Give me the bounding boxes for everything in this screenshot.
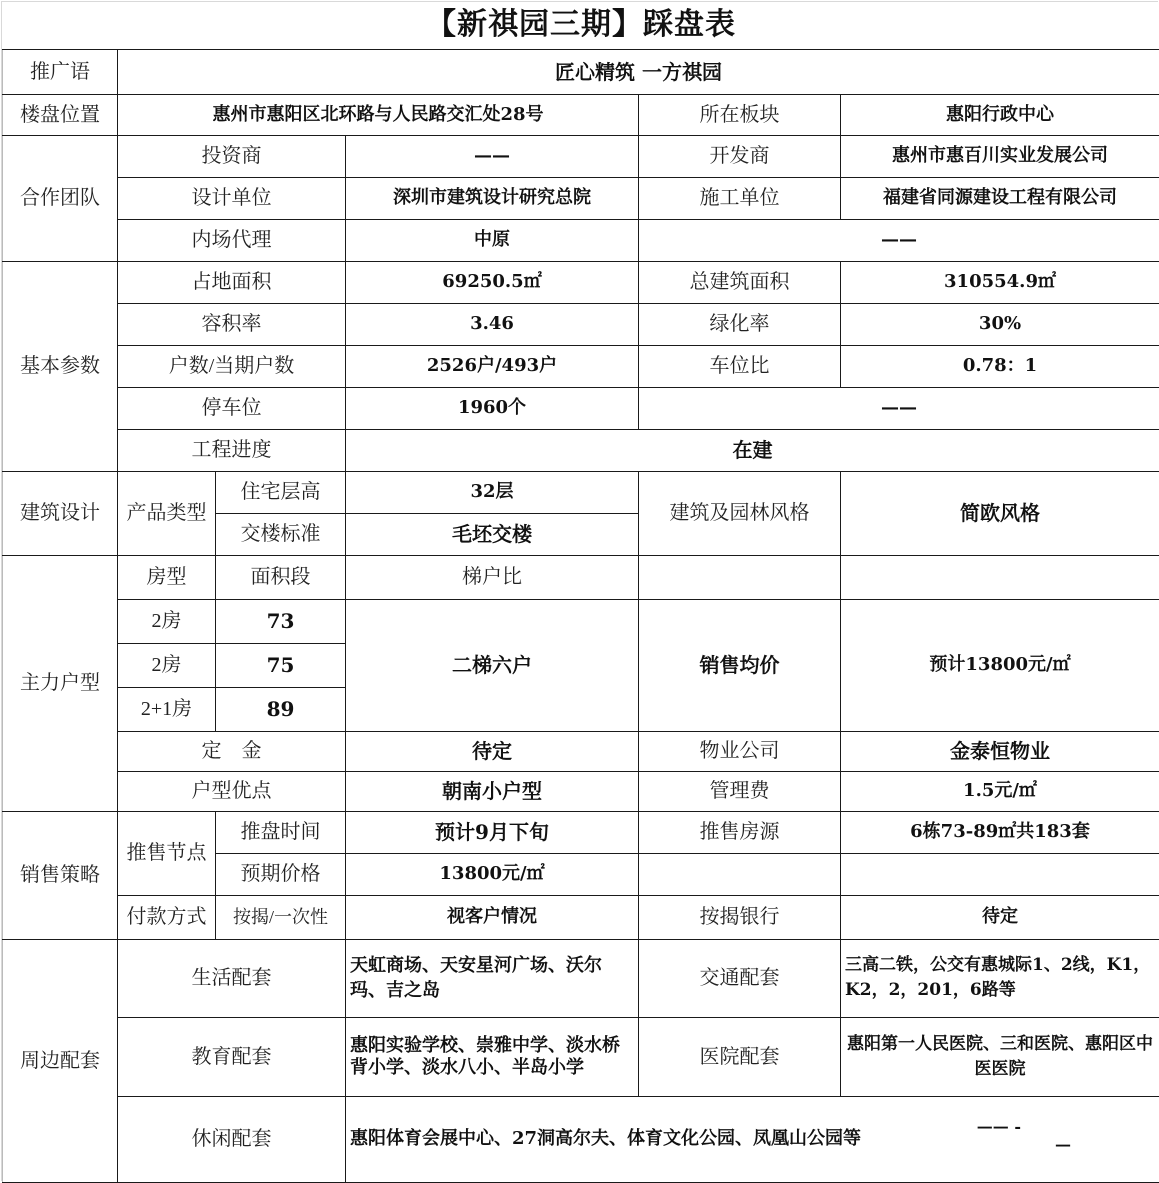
life-value: 天虹商场、天安星河广场、沃尔玛、吉之岛 — [346, 939, 639, 1017]
bank-label: 按揭银行 — [639, 895, 841, 939]
product-type-label: 产品类型 — [118, 471, 216, 555]
delivery-label: 交楼标准 — [216, 513, 346, 555]
col-area-header: 面积段 — [216, 555, 346, 599]
deposit-value: 待定 — [346, 731, 639, 771]
unit-area: 75 — [216, 643, 346, 687]
households-label: 户数/当期户数 — [118, 345, 346, 387]
payment-method: 按揭/一次性 — [216, 895, 346, 939]
total-area-value: 310554.9㎡ — [841, 261, 1159, 303]
advantage-label: 户型优点 — [118, 771, 346, 811]
payment-label: 付款方式 — [118, 895, 216, 939]
parking-label: 停车位 — [118, 387, 346, 429]
launch-units-label: 推售房源 — [639, 811, 841, 853]
survey-table — [2, 2, 1159, 1183]
empty-cell — [639, 853, 841, 895]
constructor-value: 福建省同源建设工程有限公司 — [841, 177, 1159, 219]
parking-ratio-label: 车位比 — [639, 345, 841, 387]
surroundings-section: 周边配套 — [3, 939, 118, 1182]
leisure-label: 休闲配套 — [118, 1096, 346, 1182]
parking-ratio-value: 0.78：1 — [841, 345, 1159, 387]
advantage-value: 朝南小户型 — [346, 771, 639, 811]
architecture-section: 建筑设计 — [3, 471, 118, 555]
units-section: 主力户型 — [3, 555, 118, 811]
col-type-header: 房型 — [118, 555, 216, 599]
ratio-value: 二梯六户 — [346, 599, 639, 731]
progress-label: 工程进度 — [118, 429, 346, 471]
unit-type: 2房 — [118, 643, 216, 687]
floors-value: 32层 — [346, 471, 639, 513]
district-value: 惠阳行政中心 — [841, 94, 1159, 135]
unit-type: 2+1房 — [118, 687, 216, 731]
leisure-value: 惠阳体育会展中心、27洞高尔夫、体育文化公园、凤凰山公园等 — [350, 1128, 862, 1149]
designer-label: 设计单位 — [118, 177, 346, 219]
life-label: 生活配套 — [118, 939, 346, 1017]
parking-value: 1960个 — [346, 387, 639, 429]
empty-cell — [841, 853, 1159, 895]
far-label: 容积率 — [118, 303, 346, 345]
team-section: 合作团队 — [3, 135, 118, 261]
sales-section: 销售策略 — [3, 811, 118, 939]
avg-price-label: 销售均价 — [639, 599, 841, 731]
floors-label: 住宅层高 — [216, 471, 346, 513]
unit-type: 2房 — [118, 599, 216, 643]
basic-section: 基本参数 — [3, 261, 118, 471]
agent-extra: —— — [639, 219, 1159, 261]
green-value: 30% — [841, 303, 1159, 345]
total-area-label: 总建筑面积 — [639, 261, 841, 303]
empty-cell — [639, 555, 841, 599]
slogan-value: 匠心精筑 一方祺园 — [118, 49, 1159, 94]
unit-area: 73 — [216, 599, 346, 643]
unit-row — [3, 599, 1159, 643]
slogan-label: 推广语 — [3, 49, 118, 94]
expected-price-value: 13800元/㎡ — [346, 853, 639, 895]
leisure-mark: — — [1055, 1134, 1071, 1154]
col-ratio-header: 梯户比 — [346, 555, 639, 599]
investor-value: —— — [346, 135, 639, 177]
location-value: 惠州市惠阳区北环路与人民路交汇处28号 — [118, 94, 639, 135]
agent-value: 中原 — [346, 219, 639, 261]
transport-label: 交通配套 — [639, 939, 841, 1017]
land-area-value: 69250.5㎡ — [346, 261, 639, 303]
page-title: 【新祺园三期】踩盘表 — [3, 2, 1159, 49]
district-label: 所在板块 — [639, 94, 841, 135]
launch-time-value: 预计9月下旬 — [346, 811, 639, 853]
unit-area: 89 — [216, 687, 346, 731]
constructor-label: 施工单位 — [639, 177, 841, 219]
agent-label: 内场代理 — [118, 219, 346, 261]
education-value: 惠阳实验学校、崇雅中学、淡水桥背小学、淡水八小、半岛小学 — [346, 1017, 639, 1096]
education-label: 教育配套 — [118, 1017, 346, 1096]
sales-node-label: 推售节点 — [118, 811, 216, 895]
property-value: 金泰恒物业 — [841, 731, 1159, 771]
property-label: 物业公司 — [639, 731, 841, 771]
leisure-cell — [346, 1096, 1159, 1182]
progress-value: 在建 — [346, 429, 1159, 471]
parking-extra: —— — [639, 387, 1159, 429]
fee-label: 管理费 — [639, 771, 841, 811]
transport-value: 三高二铁，公交有惠城际1、2线，K1，K2，2，201，6路等 — [841, 939, 1159, 1017]
green-label: 绿化率 — [639, 303, 841, 345]
land-area-label: 占地面积 — [118, 261, 346, 303]
location-label: 楼盘位置 — [3, 94, 118, 135]
hospital-value: 惠阳第一人民医院、三和医院、惠阳区中医医院 — [841, 1017, 1159, 1096]
hospital-label: 医院配套 — [639, 1017, 841, 1096]
avg-price-value: 预计13800元/㎡ — [841, 599, 1159, 731]
investor-label: 投资商 — [118, 135, 346, 177]
survey-sheet — [1, 1, 1158, 1181]
developer-label: 开发商 — [639, 135, 841, 177]
households-value: 2526户/493户 — [346, 345, 639, 387]
style-label: 建筑及园林风格 — [639, 471, 841, 555]
launch-units-value: 6栋73-89㎡共183套 — [841, 811, 1159, 853]
bank-value: 待定 — [841, 895, 1159, 939]
delivery-value: 毛坯交楼 — [346, 513, 639, 555]
payment-value: 视客户情况 — [346, 895, 639, 939]
developer-value: 惠州市惠百川实业发展公司 — [841, 135, 1159, 177]
designer-value: 深圳市建筑设计研究总院 — [346, 177, 639, 219]
fee-value: 1.5元/㎡ — [841, 771, 1159, 811]
empty-cell — [841, 555, 1159, 599]
style-value: 简欧风格 — [841, 471, 1159, 555]
expected-price-label: 预期价格 — [216, 853, 346, 895]
launch-time-label: 推盘时间 — [216, 811, 346, 853]
leisure-mark: —— - — [976, 1116, 1021, 1136]
far-value: 3.46 — [346, 303, 639, 345]
deposit-label: 定 金 — [118, 731, 346, 771]
